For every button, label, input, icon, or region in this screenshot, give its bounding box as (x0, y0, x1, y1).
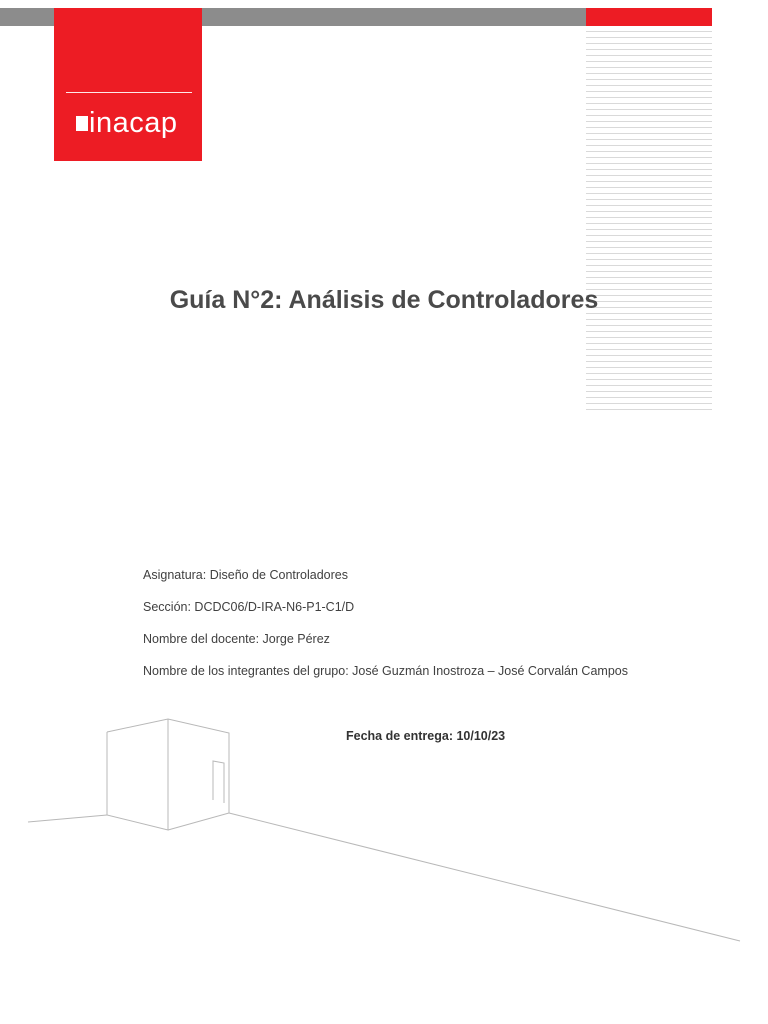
inacap-logo (54, 8, 202, 161)
delivery-date: Fecha de entrega: 10/10/23 (346, 729, 506, 743)
document-title-text: Guía N°2: Análisis de Controladores (169, 286, 599, 314)
logo-mark-icon (76, 116, 88, 131)
top-bar-accent (586, 8, 712, 26)
sketch-box-left (107, 719, 168, 830)
top-bar-middle (202, 8, 586, 26)
info-list (143, 567, 628, 695)
info-teacher: Nombre del docente: Jorge Pérez (143, 632, 330, 646)
sketch-floor-right (229, 813, 740, 941)
sketch-floor-left (28, 815, 107, 822)
top-bar-left (0, 8, 54, 26)
logo-divider (66, 92, 192, 93)
info-subject: Asignatura: Diseño de Controladores (143, 568, 348, 582)
logo-text: inacap (89, 107, 178, 139)
room-sketch-illustration (0, 700, 768, 960)
sketch-door (213, 761, 224, 803)
info-group-members: Nombre de los integrantes del grupo: José Guzmán Inostroza – José Corvalán Campos (143, 664, 628, 678)
document-title (0, 286, 768, 315)
decorative-stripes (586, 26, 712, 414)
info-section: Sección: DCDC06/D-IRA-N6-P1-C1/D (143, 600, 355, 614)
